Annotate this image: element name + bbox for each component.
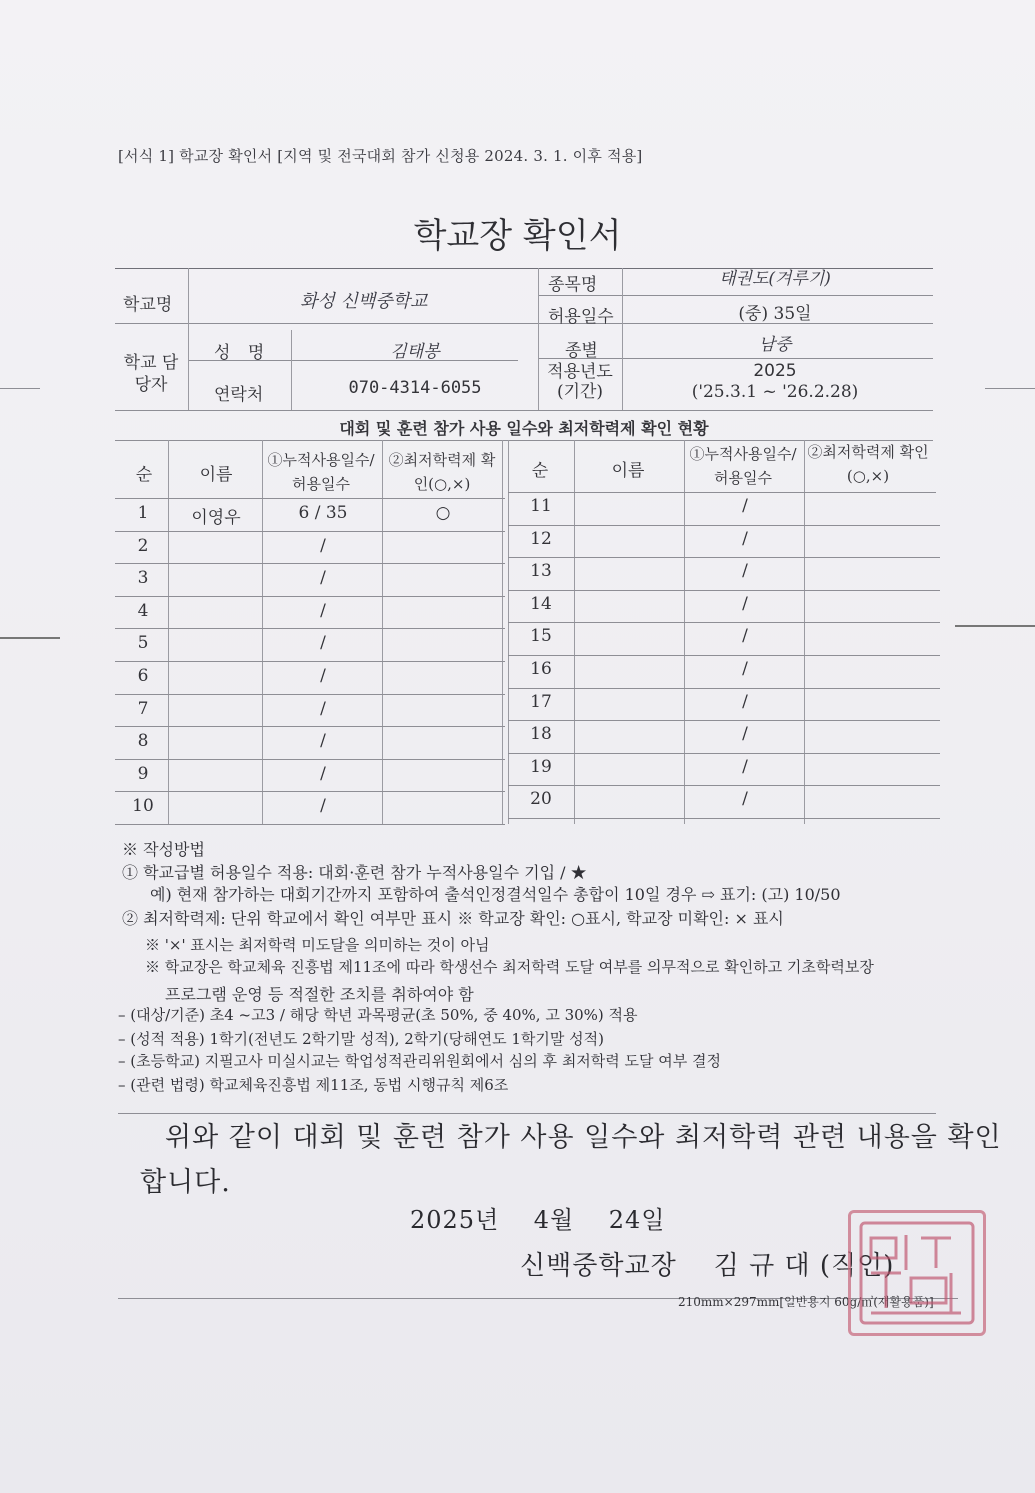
form-header: [서식 1] 학교장 확인서 [지역 및 전국대회 참가 신청용 2024. 3. 1. 이후 적용] xyxy=(118,147,643,165)
row-number: 12 xyxy=(530,529,552,549)
row-number: 1 xyxy=(137,503,149,523)
instruction-item: – (대상/기준) 초4 ~고3 / 해당 학년 과목평균(초 50%, 중 40%, 고 30%) 적용 xyxy=(118,1006,638,1024)
instruction-item: ※ 학교장은 학교체육 진흥법 제11조에 따라 학생선수 최저학력 도달 여부를 의무적으로 확인하고 기초학력보장 xyxy=(145,958,874,976)
info-divider xyxy=(538,268,539,410)
seal-image xyxy=(851,1213,983,1333)
table-row-divider xyxy=(508,557,940,558)
instruction-item: ① 학교급별 허용일수 적용: 대회·훈련 참가 누적사용일수 기입 / ★ xyxy=(122,863,587,882)
instructions-heading: ※ 작성방법 xyxy=(122,840,205,859)
table-row-divider xyxy=(508,525,940,526)
category-value: 남중 xyxy=(758,335,792,355)
row-number: 13 xyxy=(530,561,552,581)
table-column-divider xyxy=(804,440,805,824)
fold-mark xyxy=(985,388,1035,389)
row-number: 15 xyxy=(530,626,552,646)
row-number: 4 xyxy=(137,601,149,621)
allowed-days-label: 허용일수 xyxy=(548,307,614,327)
days-used: / xyxy=(742,692,748,712)
signer: 신백중학교장 김 규 대 (직인) xyxy=(520,1251,895,1281)
days-used: / xyxy=(742,626,748,646)
header-order-right: 순 xyxy=(531,461,549,481)
info-divider xyxy=(291,330,292,410)
days-used: / xyxy=(320,601,326,621)
days-used: / xyxy=(320,731,326,751)
category-label: 종별 xyxy=(565,341,598,361)
days-used: / xyxy=(320,568,326,588)
days-used: / xyxy=(320,666,326,686)
header-days-left: ①누적사용일수/ 허용일수 xyxy=(267,451,375,493)
info-divider xyxy=(188,268,189,410)
confirmation-line-1: 위와 같이 대회 및 훈련 참가 사용 일수와 최저학력 관련 내용을 확인 xyxy=(165,1122,1002,1153)
row-number: 14 xyxy=(530,594,552,614)
instruction-item: 예) 현재 참가하는 대회기간까지 포함하여 출석인정결석일수 총합이 10일 경우 ⇨ 표기: (고) 10/50 xyxy=(150,885,841,904)
table-row-divider xyxy=(508,818,940,819)
year-label: 적용년도 (기간) xyxy=(547,362,613,402)
table-row-divider xyxy=(115,824,505,825)
name-label: 성 명 xyxy=(214,343,271,363)
document-title: 학교장 확인서 xyxy=(413,216,622,256)
table-row-divider xyxy=(115,694,505,695)
contact-label: 연락처 xyxy=(214,385,264,405)
row-number: 9 xyxy=(137,764,149,784)
instruction-item: ※ '×' 표시는 최저학력 미도달을 의미하는 것이 아님 xyxy=(145,936,490,954)
days-used: / xyxy=(320,633,326,653)
days-used: / xyxy=(320,764,326,784)
info-divider xyxy=(622,268,623,410)
table-row-divider xyxy=(115,531,505,532)
table-row-divider xyxy=(115,661,505,662)
table-row-divider xyxy=(115,791,505,792)
table-row-divider xyxy=(508,622,940,623)
days-used: 6 / 35 xyxy=(298,503,348,523)
school-label: 학교명 xyxy=(123,295,173,315)
table-row-divider xyxy=(508,590,940,591)
days-used: / xyxy=(742,724,748,744)
official-seal xyxy=(848,1210,986,1336)
row-number: 2 xyxy=(137,536,149,556)
days-used: / xyxy=(320,536,326,556)
table-row-divider xyxy=(508,785,940,786)
table-row-divider xyxy=(508,655,940,656)
row-number: 19 xyxy=(530,757,552,777)
name-value: 김태봉 xyxy=(390,342,440,362)
manager-label: 학교 담당자 xyxy=(123,353,179,395)
row-number: 20 xyxy=(530,789,552,809)
row-number: 7 xyxy=(137,699,149,719)
instruction-item: – (초등학교) 지필고사 미실시교는 학업성적관리위원회에서 심의 후 최저학력 도달 여부 결정 xyxy=(118,1052,722,1070)
table-column-divider xyxy=(684,440,685,824)
table-row-divider xyxy=(115,498,505,499)
table-row-divider xyxy=(115,726,505,727)
info-divider xyxy=(538,295,933,296)
instruction-item: ② 최저학력제: 단위 학교에서 확인 여부만 표시 ※ 학교장 확인: ○표시, 학교장 미확인: × 표시 xyxy=(122,909,784,928)
days-used: / xyxy=(742,789,748,809)
row-number: 5 xyxy=(137,633,149,653)
notes-divider xyxy=(118,1113,936,1114)
table-section-title: 대회 및 훈련 참가 사용 일수와 최저학력제 확인 현황 xyxy=(339,419,709,438)
table-column-divider xyxy=(508,440,509,824)
school-value: 화성 신백중학교 xyxy=(300,291,428,312)
fold-mark xyxy=(0,637,60,639)
header-academic-left: ②최저학력제 확인(○,×) xyxy=(388,451,496,493)
row-number: 11 xyxy=(530,496,552,516)
table-column-divider xyxy=(574,440,575,824)
days-used: / xyxy=(742,757,748,777)
header-name-right: 이름 xyxy=(611,461,645,481)
header-order-left: 순 xyxy=(135,465,153,485)
info-divider xyxy=(115,410,933,411)
row-number: 18 xyxy=(530,724,552,744)
days-used: / xyxy=(320,699,326,719)
table-row-divider xyxy=(508,492,936,493)
days-used: / xyxy=(320,796,326,816)
row-number: 3 xyxy=(137,568,149,588)
row-number: 17 xyxy=(530,692,552,712)
row-number: 16 xyxy=(530,659,552,679)
row-number: 10 xyxy=(132,796,154,816)
days-used: / xyxy=(742,561,748,581)
allowed-days-value: (중) 35일 xyxy=(738,304,812,324)
table-row-divider xyxy=(115,563,505,564)
row-number: 8 xyxy=(137,731,149,751)
fold-mark xyxy=(955,625,1035,627)
header-days-right: ①누적사용일수/ 허용일수 xyxy=(689,445,797,487)
event-label: 종목명 xyxy=(548,275,598,295)
header-academic-right: ②최저학력제 확인(○,×) xyxy=(807,443,929,485)
confirmation-line-2: 합니다. xyxy=(140,1167,231,1198)
days-used: / xyxy=(742,594,748,614)
event-value: 태권도(겨루기) xyxy=(719,269,831,289)
student-name: 이영우 xyxy=(191,508,241,528)
row-number: 6 xyxy=(137,666,149,686)
year-value: 2025 xyxy=(753,361,797,381)
table-row-divider xyxy=(115,596,505,597)
paper-spec: 210mm×297mm[일반용지 60g/㎡(재활용품)] xyxy=(678,1295,934,1309)
days-used: / xyxy=(742,496,748,516)
table-row-divider xyxy=(508,753,940,754)
confirmation-date: 2025년 4월 24일 xyxy=(410,1206,666,1234)
table-row-divider xyxy=(115,759,505,760)
days-used: / xyxy=(742,659,748,679)
instruction-item: – (성적 적용) 1학기(전년도 2학기말 성적), 2학기(당해연도 1학기말 성적) xyxy=(118,1030,604,1048)
period-value: ('25.3.1 ~ '26.2.28) xyxy=(691,382,859,402)
instruction-item: – (관련 법령) 학교체육진흥법 제11조, 동법 시행규칙 제6조 xyxy=(118,1076,509,1094)
academic-check: ○ xyxy=(435,503,451,523)
contact-value: 070-4314-6055 xyxy=(348,378,482,398)
days-used: / xyxy=(742,529,748,549)
instruction-item: 프로그램 운영 등 적절한 조치를 취하여야 함 xyxy=(165,985,474,1004)
header-name-left: 이름 xyxy=(199,465,233,485)
table-row-divider xyxy=(115,628,505,629)
table-row-divider xyxy=(508,688,940,689)
table-row-divider xyxy=(508,720,940,721)
fold-mark xyxy=(0,388,40,389)
